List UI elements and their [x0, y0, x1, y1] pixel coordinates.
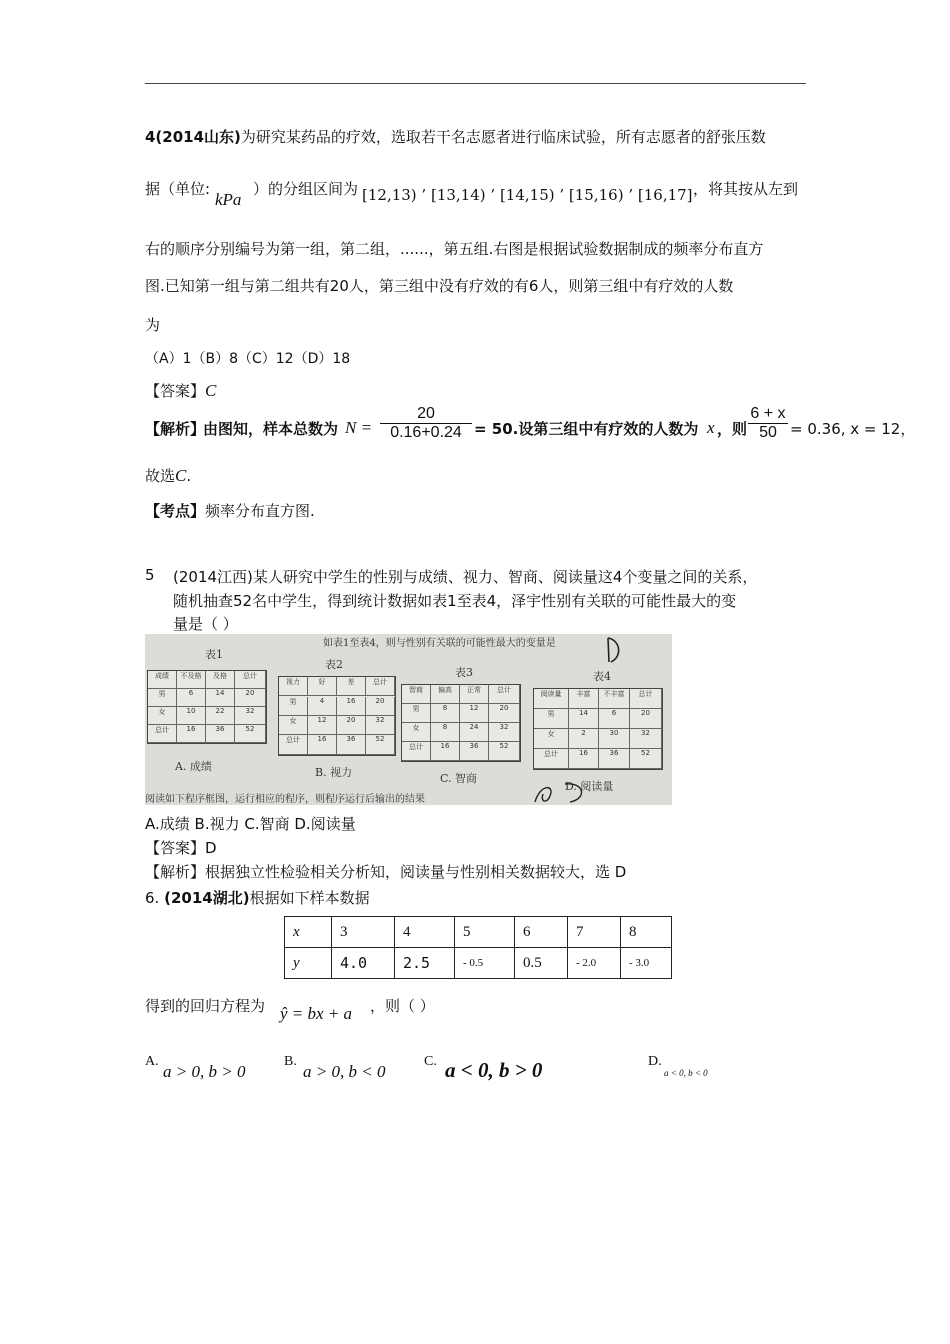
scan-option-b: B. 视力	[315, 766, 353, 779]
q5-analysis: 【解析】根据独立性检验相关分析知，阅读量与性别相关数据较大，选 D	[145, 863, 627, 881]
q6-option-d-label: D.	[648, 1054, 662, 1069]
scan-table2-caption: 表2	[325, 658, 343, 671]
t3-cell: 男	[402, 704, 431, 723]
sample-data-table	[284, 916, 672, 979]
t1-cell: 男	[148, 689, 177, 707]
t4-cell: 男	[534, 709, 569, 729]
q5-answer: 【答案】D	[145, 839, 217, 857]
fraction-1-numerator: 20	[417, 405, 435, 422]
q4-N: N =	[345, 418, 373, 437]
t1-cell: 22	[206, 707, 235, 725]
scan-footer: 阅读如下程序框图，运行相应的程序，则程序运行后输出的结果	[145, 794, 425, 805]
x-value: 6	[515, 917, 568, 948]
conclusion-text: 故选	[145, 467, 176, 485]
q4-conclusion	[145, 465, 191, 486]
q6-line-end: ，则（ ）	[370, 997, 435, 1015]
q4-line3: 右的顺序分别编号为第一组，第二组，......，第五组.右图是根据试验数据制成的频率分布直方	[145, 240, 764, 258]
q6-number: 6.	[145, 889, 160, 907]
t3-cell: 16	[431, 742, 460, 761]
t3-head-2: 正常	[460, 685, 489, 704]
scan-option-a: A. 成绩	[175, 760, 212, 773]
q6-option-a: a > 0, b > 0	[163, 1062, 246, 1081]
t3-cell: 20	[489, 704, 520, 723]
t4-cell: 16	[569, 749, 599, 769]
answer-value: C	[205, 381, 217, 400]
q6-option-b: a > 0, b < 0	[303, 1062, 386, 1081]
q4-analysis-label: 【解析】	[145, 420, 206, 438]
interval-1: [12,13)	[362, 186, 417, 204]
t3-cell: 总计	[402, 742, 431, 761]
t2-cell: 12	[308, 716, 337, 735]
q6-option-c-label: C.	[424, 1054, 437, 1069]
q5-options: A.成绩 B.视力 C.智商 D.阅读量	[145, 815, 356, 833]
t2-cell: 20	[366, 697, 395, 716]
t1-head-3: 总计	[235, 671, 266, 689]
t1-cell: 14	[206, 689, 235, 707]
t1-cell: 10	[177, 707, 206, 725]
interval-2: [13,14)	[430, 186, 486, 204]
t3-cell: 36	[460, 742, 489, 761]
t4-cell: 总计	[534, 749, 569, 769]
q4-analysis-a: 由图知，样本总数为	[203, 420, 339, 438]
t1-head-0: 成绩	[148, 671, 177, 689]
q4-options: （A）1（B）8（C）12（D）18	[145, 351, 351, 367]
scanned-tables-image	[145, 634, 672, 805]
t3-cell: 8	[431, 704, 460, 723]
x-value: 7	[568, 917, 621, 948]
x-label: x	[285, 917, 332, 948]
t3-head-3: 总计	[489, 685, 520, 704]
t3-cell: 24	[460, 723, 489, 742]
t3-head-1: 偏高	[431, 685, 460, 704]
scan-option-d: D. 阅读量	[565, 780, 614, 793]
scan-table4-caption: 表4	[593, 670, 611, 683]
x-value: 3	[332, 917, 395, 948]
x-value: 4	[395, 917, 455, 948]
interval-5: [16,17]	[637, 186, 693, 204]
q4-analysis-b: = 50.设第三组中有疗效的人数为	[474, 420, 699, 438]
t2-cell: 男	[279, 697, 308, 716]
t1-cell: 36	[206, 725, 235, 743]
topic-label: 【考点】	[145, 502, 206, 520]
t2-cell: 女	[279, 716, 308, 735]
y-value: - 0.5	[455, 948, 515, 979]
fraction-2-denominator: 50	[748, 423, 788, 442]
q4-text1: 为研究某药品的疗效，选取若干名志愿者进行临床试验，所有志愿者的舒张压数	[240, 128, 766, 146]
t4-head-3: 总计	[630, 689, 662, 709]
q4-unit: kPa	[215, 190, 242, 209]
t3-cell: 52	[489, 742, 520, 761]
y-value: - 2.0	[568, 948, 621, 979]
fraction-1-denominator: 0.16+0.24	[380, 423, 472, 442]
conclusion-end: .	[186, 467, 192, 485]
q4-analysis-c: ，则	[717, 420, 748, 438]
t2-cell: 32	[366, 716, 395, 735]
q6-title	[145, 887, 370, 908]
q4-line2c: ，将其按从左到	[693, 180, 799, 198]
q6-option-c: a < 0, b > 0	[445, 1058, 543, 1082]
q4-line2a: 据（单位:	[145, 180, 211, 198]
q6-option-b-label: B.	[284, 1054, 297, 1069]
scan-table3-caption: 表3	[455, 666, 473, 679]
t2-cell: 16	[308, 735, 337, 755]
t2-cell: 36	[337, 735, 366, 755]
fraction-2-numerator: 6 + x	[750, 405, 786, 422]
q4-intervals: [12,13) ’ [13,14) ’ [14,15) ’ [15,16) ’ [16,17]	[362, 186, 693, 204]
t1-cell: 20	[235, 689, 266, 707]
regression-equation: ŷ = bx + a	[280, 1004, 353, 1023]
t3-cell: 12	[460, 704, 489, 723]
q4-source: 4(2014山东)	[145, 128, 241, 146]
q4-analysis-d: = 0.36, x = 12，	[790, 420, 916, 438]
t3-cell: 8	[431, 723, 460, 742]
q6-title-text: 根据如下样本数据	[249, 889, 370, 907]
q4-answer	[145, 380, 216, 401]
t2-cell: 4	[308, 697, 337, 716]
y-value: - 3.0	[621, 948, 672, 979]
q5-line3: 量是（ ）	[173, 615, 238, 633]
t2-cell: 总计	[279, 735, 308, 755]
q6-line: 得到的回归方程为	[145, 997, 266, 1015]
t3-cell: 32	[489, 723, 520, 742]
table-row-x	[285, 917, 672, 948]
t2-head-2: 差	[337, 677, 366, 696]
fraction-1	[380, 405, 472, 442]
t3-head-0: 智商	[402, 685, 431, 704]
t4-cell: 14	[569, 709, 599, 729]
q4-topic	[145, 500, 315, 521]
q4-x: x	[707, 418, 715, 437]
q5-line2: 随机抽查52名中学生，得到统计数据如表1至表4，泽宇性别有关联的可能性最大的变	[173, 592, 737, 610]
topic-text: 频率分布直方图.	[205, 502, 315, 520]
y-value: 2.5	[395, 948, 455, 979]
q6-source: (2014湖北)	[164, 889, 250, 907]
answer-label: 【答案】	[145, 382, 206, 400]
t4-head-2: 不丰富	[599, 689, 630, 709]
t4-cell: 32	[630, 729, 662, 749]
t4-head-0: 阅读量	[534, 689, 569, 709]
t4-cell: 女	[534, 729, 569, 749]
q6-option-a-label: A.	[145, 1054, 159, 1069]
t2-cell: 16	[337, 697, 366, 716]
handwritten-marks	[145, 634, 672, 805]
q5-number: 5	[145, 566, 155, 584]
t1-cell: 女	[148, 707, 177, 725]
t2-cell: 52	[366, 735, 395, 755]
t1-cell: 52	[235, 725, 266, 743]
y-value: 4.0	[332, 948, 395, 979]
x-value: 5	[455, 917, 515, 948]
interval-3: [14,15)	[499, 186, 555, 204]
scan-header: 如表1至表4，则与性别有关联的可能性最大的变量是	[323, 638, 556, 649]
interval-4: [15,16)	[568, 186, 624, 204]
t2-head-3: 总计	[366, 677, 395, 696]
fraction-2	[748, 405, 788, 442]
t1-cell: 6	[177, 689, 206, 707]
t4-cell: 52	[630, 749, 662, 769]
t1-cell: 32	[235, 707, 266, 725]
scan-option-c: C. 智商	[440, 772, 478, 785]
t1-head-1: 不及格	[177, 671, 206, 689]
t4-cell: 6	[599, 709, 630, 729]
t2-head-1: 好	[308, 677, 337, 696]
t2-head-0: 视力	[279, 677, 308, 696]
t4-cell: 30	[599, 729, 630, 749]
t4-cell: 36	[599, 749, 630, 769]
t4-head-1: 丰富	[569, 689, 599, 709]
q5-line1: (2014江西)某人研究中学生的性别与成绩、视力、智商、阅读量这4个变量之间的关系，	[173, 568, 758, 586]
q4-line4: 图.已知第一组与第二组共有20人，第三组中没有疗效的有6人，则第三组中有疗效的人数	[145, 277, 734, 295]
q6-option-d: a < 0, b < 0	[664, 1068, 708, 1078]
t1-cell: 总计	[148, 725, 177, 743]
scan-table1-caption: 表1	[205, 648, 223, 661]
table-row-y	[285, 948, 672, 979]
t4-cell: 2	[569, 729, 599, 749]
q4-line1	[145, 126, 766, 147]
t1-cell: 16	[177, 725, 206, 743]
y-label: y	[285, 948, 332, 979]
header-rule	[145, 83, 806, 84]
t2-cell: 20	[337, 716, 366, 735]
t4-cell: 20	[630, 709, 662, 729]
q4-line5: 为	[145, 316, 161, 334]
q4-line2b: ）的分组区间为	[253, 180, 359, 198]
t3-cell: 女	[402, 723, 431, 742]
t1-head-2: 及格	[206, 671, 235, 689]
y-value: 0.5	[515, 948, 568, 979]
conclusion-value: C	[175, 466, 187, 485]
x-value: 8	[621, 917, 672, 948]
